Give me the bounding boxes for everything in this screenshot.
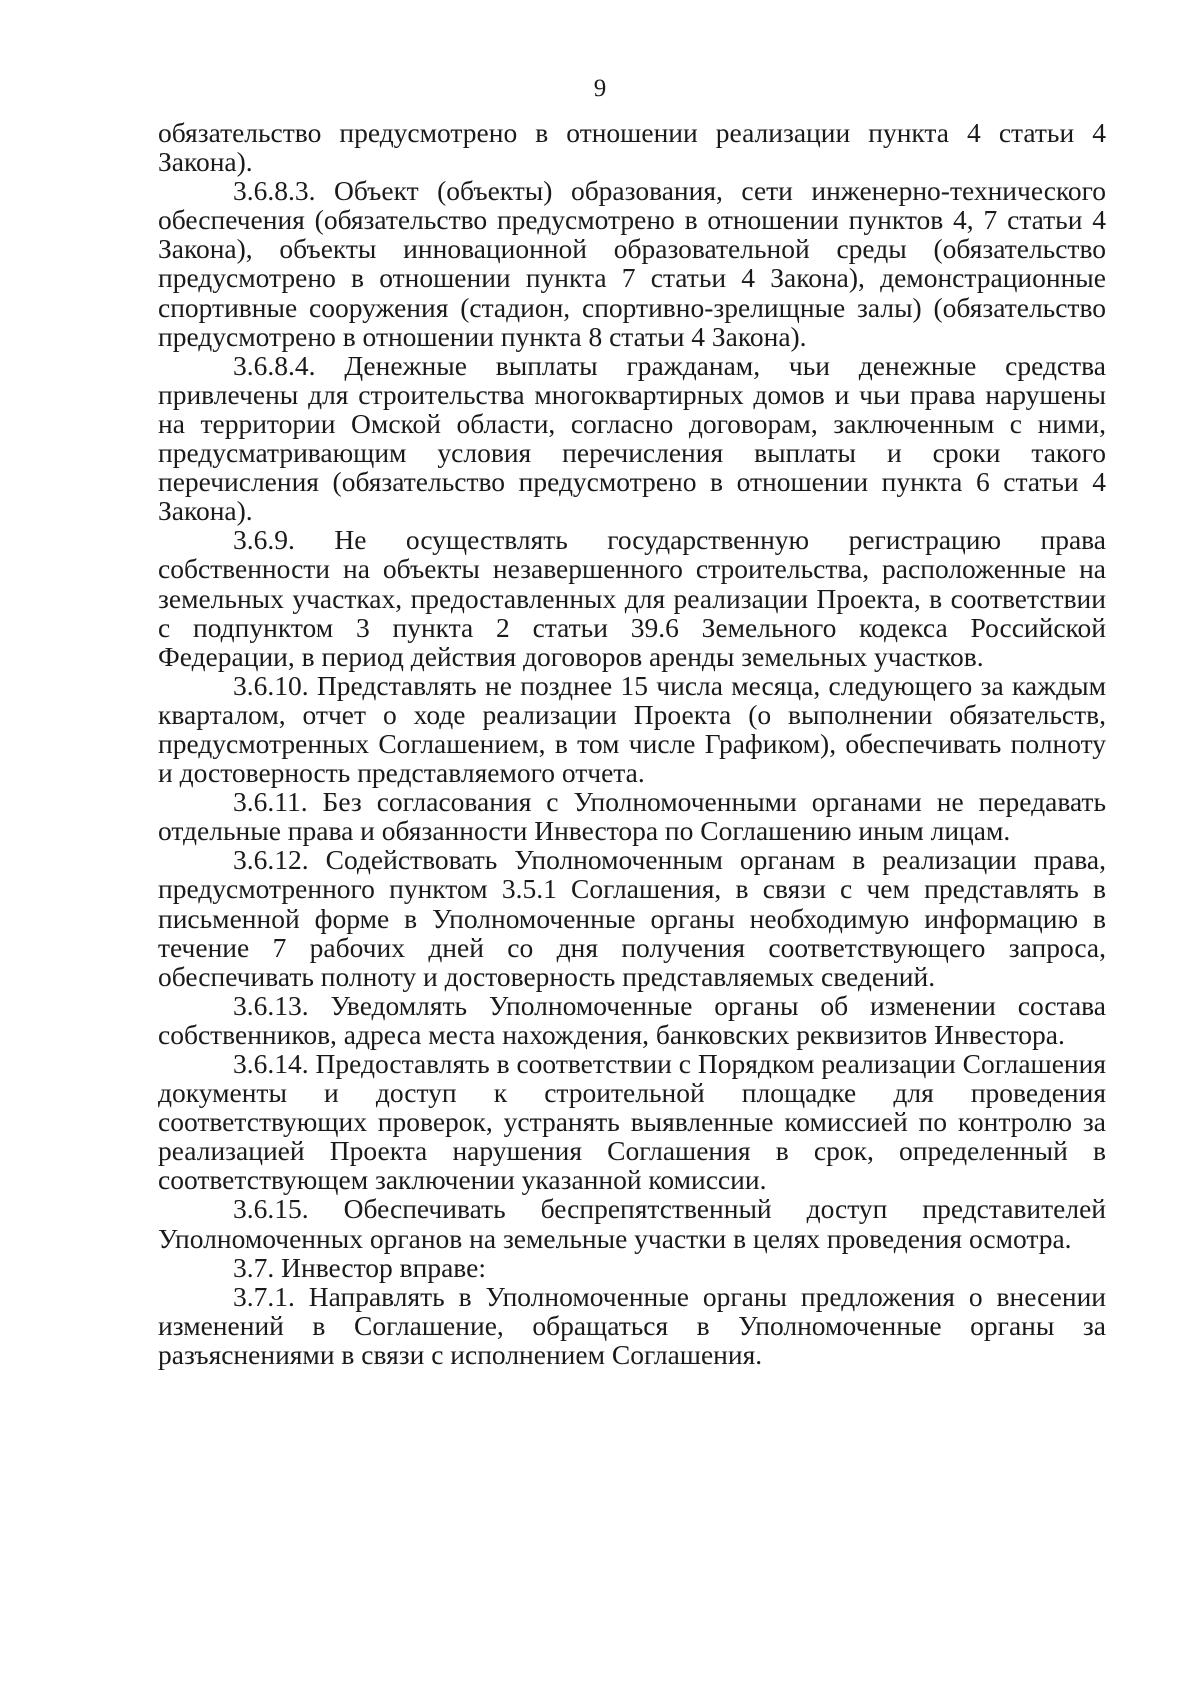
paragraph-3-6-14: 3.6.14. Предоставлять в соответствии с Порядком реализации Соглашения документы и доступ к строительной площадке для проведения соответствующих проверок, устранять выявленные комиссией по контролю за реализацией Проекта нарушения Соглашения в срок, определенный в соответствующем заключении указанной комиссии. <box>158 1048 1106 1196</box>
document-body <box>158 118 1106 1369</box>
paragraph-3-6-9: 3.6.9. Не осуществлять государственную регистрацию права собственности на объекты незавершенного строительства, расположенные на земельных участках, предоставленных для реализации Проекта, в соответствии с подпунктом 3 пункта 2 статьи 39.6 Земельного кодекса Российской Федерации, в период действия договоров аренды земельных участков. <box>158 524 1106 672</box>
paragraph-3-6-10: 3.6.10. Представлять не позднее 15 числа месяца, следующего за каждым кварталом, отчет о ходе реализации Проекта (о выполнении обязательств, предусмотренных Соглашением, в том числе Графиком), обеспечивать полноту и достоверность представляемого отчета. <box>158 669 1106 789</box>
paragraph-3-6-8-4: 3.6.8.4. Денежные выплаты гражданам, чьи денежные средства привлечены для строительства многоквартирных домов и чьи права нарушены на территории Омской области, согласно договорам, заключенным с ними, предусматривающим условия перечисления выплаты и сроки такого перечисления (обязательство предусмотрено в отношении пункта 6 статьи 4 Закона). <box>158 349 1106 527</box>
paragraph-3-6-15: 3.6.15. Обеспечивать беспрепятственный доступ представителей Уполномоченных органов на земельные участки в целях проведения осмотра. <box>158 1193 1106 1254</box>
paragraph-3-7: 3.7. Инвестор вправе: <box>233 1251 486 1283</box>
paragraph-3-7-1: 3.7.1. Направлять в Уполномоченные органы предложения о внесении изменений в Соглашение, обращаться в Уполномоченные органы за разъяснениями в связи с исполнением Соглашения. <box>158 1280 1106 1370</box>
paragraph-3-6-11: 3.6.11. Без согласования с Уполномоченными органами не передавать отдельные права и обязанности Инвестора по Соглашению иным лицам. <box>158 786 1106 847</box>
paragraph-continuation: обязательство предусмотрено в отношении реализации пункта 4 статьи 4 Закона). <box>158 117 1106 178</box>
paragraph-3-6-12: 3.6.12. Содействовать Уполномоченным органам в реализации права, предусмотренного пунктом 3.5.1 Соглашения, в связи с чем представлять в письменной форме в Уполномоченные органы необходимую информацию в течение 7 рабочих дней со дня получения соответствующего запроса, обеспечивать полноту и достоверность представляемых сведений. <box>158 844 1106 992</box>
paragraph-3-6-8-3: 3.6.8.3. Объект (объекты) образования, сети инженерно-технического обеспечения (обязательство предусмотрено в отношении пунктов 4, 7 статьи 4 Закона), объекты инновационной образовательной среды (обязательство предусмотрено в отношении пункта 7 статьи 4 Закона), демонстрационные спортивные сооружения (стадион, спортивно-зрелищные залы) (обязательство предусмотрено в отношении пункта 8 статьи 4 Закона). <box>158 175 1106 352</box>
page-number: 9 <box>593 75 607 102</box>
paragraph-3-6-13: 3.6.13. Уведомлять Уполномоченные органы об изменении состава собственников, адреса места нахождения, банковских реквизитов Инвестора. <box>158 989 1106 1050</box>
